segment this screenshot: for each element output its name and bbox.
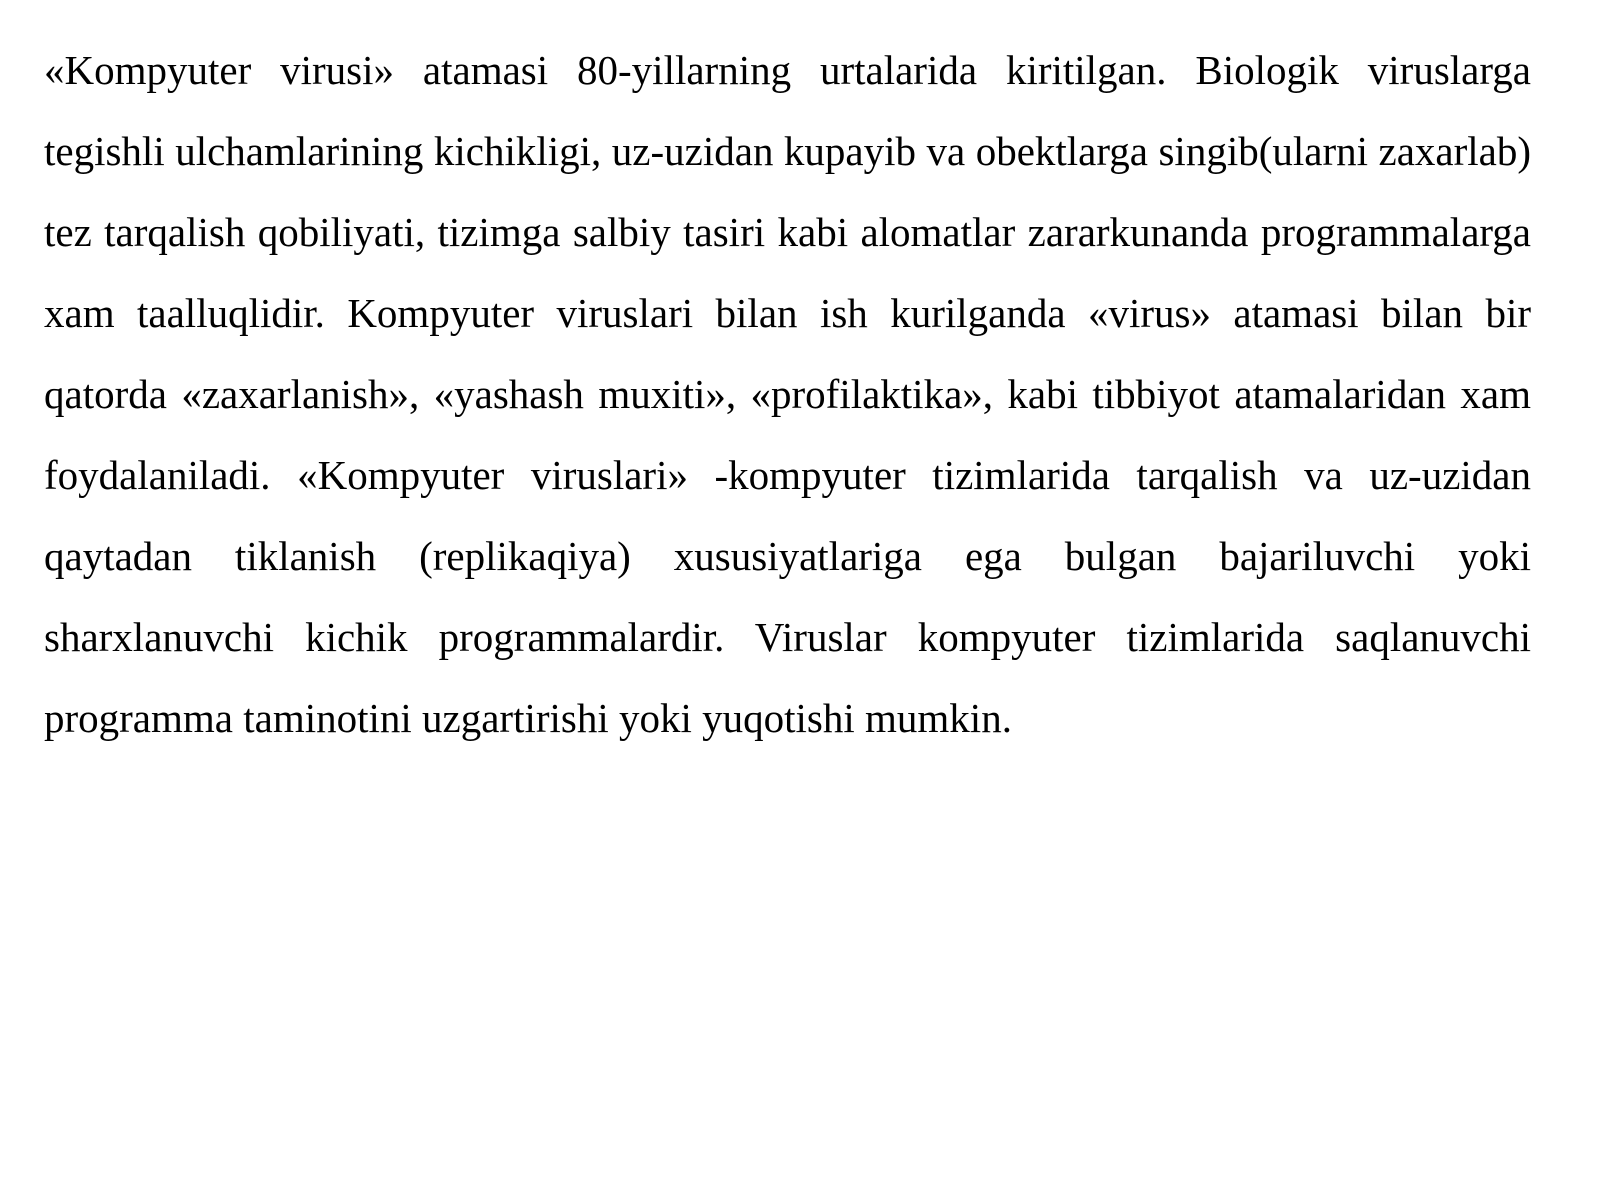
- body-paragraph: «Kompyuter virusi» atamasi 80-yillarning urtalarida kiritilgan. Biologik viruslarga tegishli ulchamlarining kichikligi, uz-uzidan kupayib va obektlarga singib(ularni zaxarlab) tez tarqalish qobiliyati, tizimga salbiy tasiri kabi alomatlar zararkunanda programmalarga xam taalluqlidir. Kompyuter viruslari bilan ish kurilganda «virus» atamasi bilan bir qatorda «zaxarlanish», «yashash muxiti», «profilaktika», kabi tibbiyot atamalaridan xam foydalaniladi. «Kompyuter viruslari» -kompyuter tizimlarida tarqalish va uz-uzidan qaytadan tiklanish (replikaqiya) xususiyatlariga ega bulgan bajariluvchi yoki sharxlanuvchi kichik programmalardir. Viruslar kompyuter tizimlarida saqlanuvchi programma taminotini uzgartirishi yoki yuqotishi mumkin.: [44, 47, 1531, 741]
